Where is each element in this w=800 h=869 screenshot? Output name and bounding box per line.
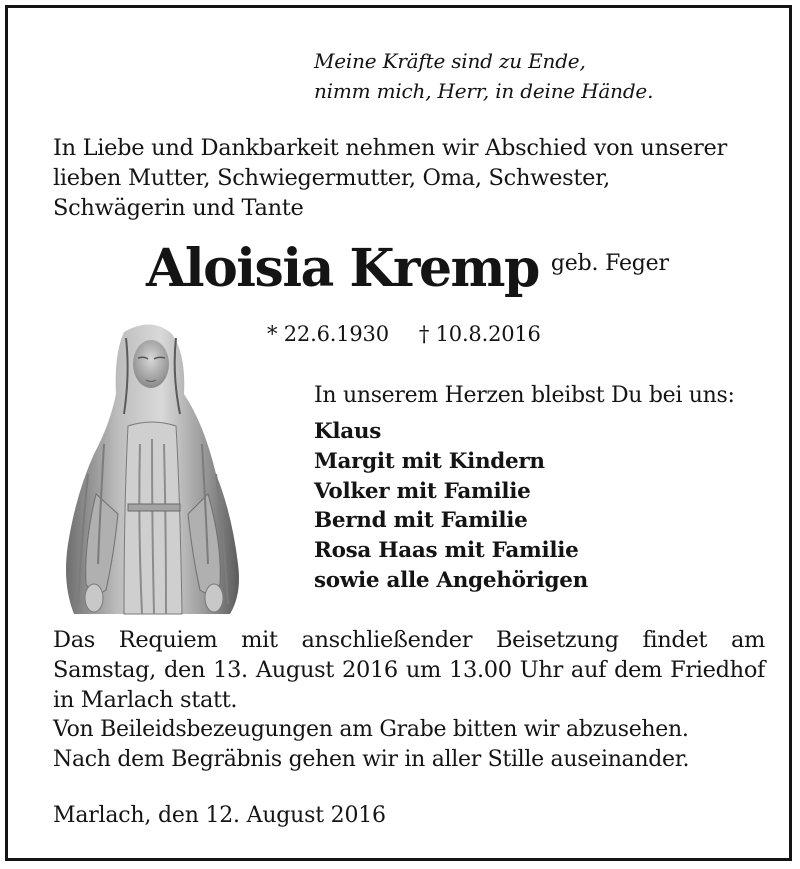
mourner: Margit mit Kindern: [314, 448, 545, 474]
maiden-name: geb. Feger: [550, 251, 669, 276]
service-line: in Marlach statt.: [53, 687, 238, 713]
mourners-list: [314, 417, 588, 596]
service-text: [53, 625, 765, 715]
life-dates: [267, 322, 541, 346]
death-date: † 10.8.2016: [418, 322, 541, 346]
intro-line: lieben Mutter, Schwiegermutter, Oma, Schwester,: [53, 165, 610, 191]
madonna-statue-photo: [54, 314, 250, 618]
mourner: Klaus: [314, 419, 382, 444]
notes-line: Von Beileidsbezeugungen am Grabe bitten wir abzusehen.: [53, 717, 689, 742]
service-line: Samstag, den 13. August 2016 um 13.00 Uhr auf dem Friedhof: [53, 657, 765, 683]
mourner: sowie alle Angehörigen: [314, 567, 588, 593]
intro-text: [53, 133, 765, 223]
verse-line: nimm mich, Herr, in deine Hände.: [314, 79, 654, 103]
mourner: Volker mit Familie: [314, 478, 531, 504]
hearts-line: In unserem Herzen bleibst Du bei uns:: [314, 383, 735, 408]
service-line: Das Requiem mit anschließender Beisetzung findet am: [53, 627, 765, 653]
intro-line: In Liebe und Dankbarkeit nehmen wir Abschied von unserer: [53, 135, 727, 161]
mourner: Bernd mit Familie: [314, 508, 528, 534]
verse-line: Meine Kräfte sind zu Ende,: [314, 49, 586, 73]
deceased-heading: [146, 238, 669, 299]
mourner: Rosa Haas mit Familie: [314, 538, 579, 564]
deceased-name: Aloisia Kremp: [146, 238, 539, 299]
intro-line: Schwägerin und Tante: [53, 195, 304, 221]
birth-date: * 22.6.1930: [267, 322, 389, 346]
verse: [314, 46, 653, 106]
place-date: Marlach, den 12. August 2016: [53, 803, 386, 828]
obituary-notice: [5, 5, 792, 861]
notes-text: [53, 715, 689, 775]
notes-line: Nach dem Begräbnis gehen wir in aller Stille auseinander.: [53, 747, 690, 772]
